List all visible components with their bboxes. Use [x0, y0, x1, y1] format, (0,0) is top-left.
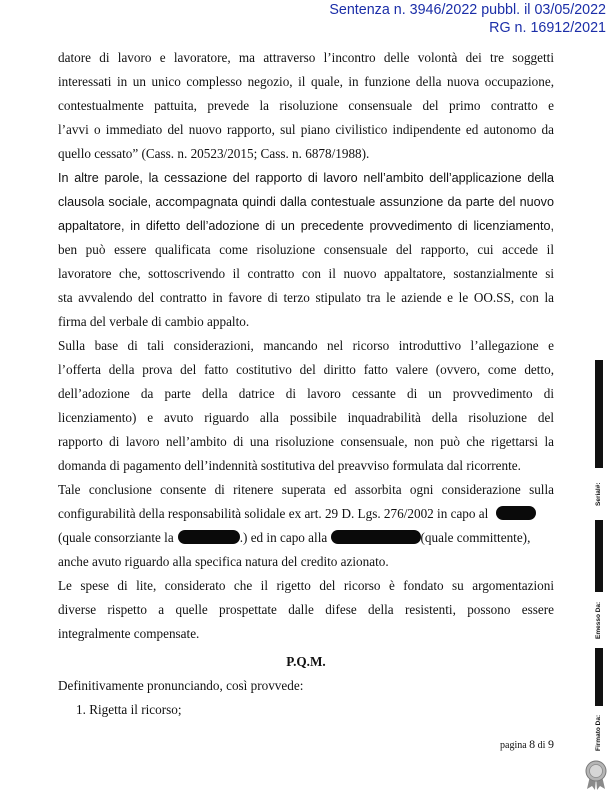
text-line: sta avvalendo del contratto in favore di terzo stipulato tra le aziende e le OO.SS, con la — [58, 290, 554, 305]
text-line: dell’adozione da parte della datrice di lavoro cessante di un provvedimento di — [58, 386, 554, 401]
text-line: contestualmente pattuita, prevede la risoluzione consensuale del primo contratto e — [58, 98, 554, 113]
signed-by-label: Firmato Da: — [591, 706, 607, 760]
decision-item-number: 1. — [76, 702, 86, 717]
text-line: Sulla base di tali considerazioni, mancando nel ricorso introduttivo l’allegazione e — [58, 338, 554, 353]
signature-strip — [595, 360, 603, 760]
text-line — [58, 506, 554, 522]
seal-icon — [583, 760, 609, 795]
text-fragment: (quale committente), — [420, 530, 531, 545]
text-line: diverse rispetto a quelle prospettate dalle difese della resistenti, possono essere — [58, 602, 554, 617]
redaction-mark — [178, 530, 240, 544]
text-fragment: .) ed in capo alla — [239, 530, 328, 545]
text-line: licenziamento) e avuto riguardo alla possibile inquadrabilità della risoluzione del — [58, 410, 554, 425]
text-line: domanda di pagamento dell’indennità sostitutiva del preavviso formulata dal ricorrente. — [58, 458, 521, 473]
page-of: di — [537, 740, 546, 751]
text-line: Tale conclusione consente di ritenere superata ed assorbita ogni considerazione sulla — [58, 482, 554, 497]
redaction-mark — [496, 506, 536, 520]
text-fragment: configurabilità della responsabilità solidale ex art. 29 D. Lgs. 276/2002 in capo al — [58, 506, 489, 521]
text-line: In altre parole, la cessazione del rapporto di lavoro nell’ambito dell’applicazione della — [58, 171, 554, 185]
text-line — [58, 530, 554, 546]
serial-label: Serial#: — [591, 468, 607, 520]
rg-number: RG n. 16912/2021 — [489, 20, 606, 36]
page-number — [500, 738, 554, 752]
redaction-mark — [331, 530, 421, 544]
text-line: rapporto di lavoro nell’ambito di una risoluzione consensuale, non può che rigettarsi la — [58, 434, 554, 449]
text-line: Le spese di lite, considerato che il rigetto del ricorso è fondato su argomentazioni — [58, 578, 554, 593]
decision-intro: Definitivamente pronunciando, così provvede: — [58, 678, 304, 693]
decision-item — [76, 702, 572, 718]
text-line: datore di lavoro e lavoratore, ma attraverso l’incontro delle volontà dei tre soggetti — [58, 50, 554, 65]
text-line: interessati in un unico complesso negozio, il quale, in funzione della nuova occupazione, — [58, 74, 554, 89]
text-line: firma del verbale di cambio appalto. — [58, 314, 250, 329]
decision-item-text: Rigetta il ricorso; — [89, 702, 182, 717]
page-current: 8 — [529, 737, 536, 751]
text-line: ben può essere qualificata come risoluzione consensuale del rapporto, cui accede il — [58, 242, 554, 257]
text-line: l’offerta della prova del fatto costitutivo del diritto fatto valere (ovvero, come detto, — [58, 362, 554, 377]
sentence-reference: Sentenza n. 3946/2022 pubbl. il 03/05/2022 — [329, 2, 606, 18]
page-label: pagina — [500, 740, 527, 751]
text-line: anche avuto riguardo alla specifica natura del credito azionato. — [58, 554, 389, 569]
text-line: integralmente compensate. — [58, 626, 200, 641]
text-fragment: (quale consorziante la — [58, 530, 174, 545]
page-total: 9 — [547, 737, 554, 751]
text-line: l’avvi o immediato del nuovo rapporto, sul piano civilistico indipendente ed autonomo da — [58, 122, 554, 137]
text-line: appaltatore, in difetto dell’adozione di un precedente provvedimento di licenziamento, — [58, 219, 554, 233]
pqm-heading: P.Q.M. — [286, 654, 326, 669]
issued-by-label: Emesso Da: — [591, 592, 607, 648]
text-line: lavoratore che, sottoscrivendo il contratto con il nuovo appaltatore, sostanzialmente si — [58, 266, 554, 281]
text-line: clausola sociale, accompagnata quindi dalla contestuale assunzione da parte del nuovo — [58, 195, 554, 209]
text-line: quello cessato” (Cass. n. 20523/2015; Cass. n. 6878/1988). — [58, 146, 370, 161]
document-header — [329, 1, 606, 37]
